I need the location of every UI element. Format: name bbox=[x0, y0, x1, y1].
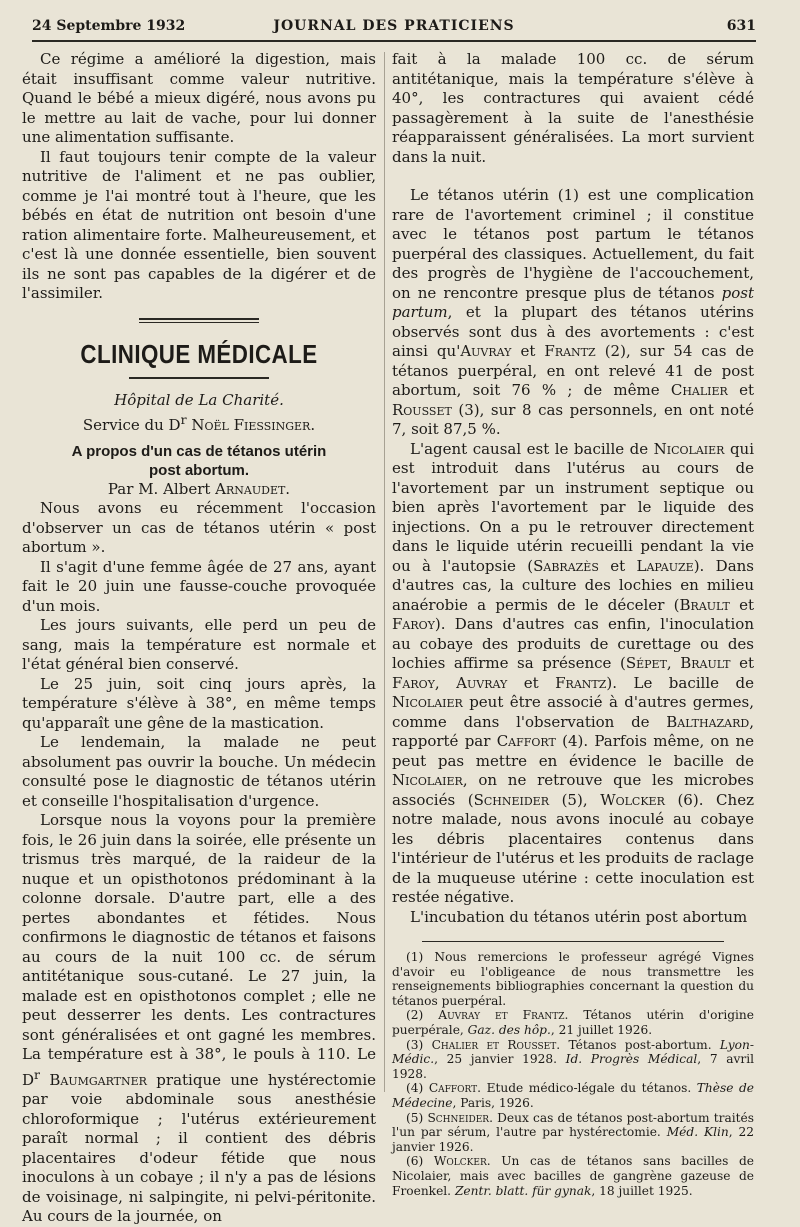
footnote: (4) Caffort. Etude médico-légale du tétanos. Thèse de Médecine, Paris, 1926. bbox=[392, 1081, 754, 1110]
footnote: (6) Wolcker. Un cas de tétanos sans bacilles de Nicolaier, mais avec bacilles de gangrène gazeuse de Froenkel. Zentr. blatt. für gynak, 18 juillet 1925. bbox=[392, 1154, 754, 1198]
paragraph: Lorsque nous la voyons pour la première fois, le 26 juin dans la soirée, elle présente un trismus très marqué, de la raideur de la nuque et un opisthotonos prédominant à la colonne dorsale. D'autre part, elle a des pertes abondantes et fétides. Nous confirmons le diagnostic de tétanos et faisons au cours de la nuit 100 cc. de sérum antitétanique sous-cutané. Le 27 juin, la malade est en opisthotonos complet ; elle ne peut desserrer les dents. Les contractures sont généralisées et ont gagné les membres. La température est à 38°, le pouls à 110. Le $D^r$ Baumgartner pratique une hystérectomie par voie abdominale sous anesthésie chloroformique ; l'utérus extérieurement paraît normal ; il contient des débris placentaires d'odeur fétide que nous inoculons à un cobaye ; il n'y a pas de lésions de voisinage, ni salpingite, ni pelvi-péritonite. Au cours de la journée, on bbox=[22, 811, 376, 1225]
page-header bbox=[32, 14, 756, 42]
paragraph: Les jours suivants, elle perd un peu de sang, mais la température est normale et l'état général bien conservé. bbox=[22, 616, 376, 673]
footnote: (3) Chalier et Rousset. Tétanos post-abortum. Lyon-Médic., 25 janvier 1928. Id. Progrès Médical, 7 avril 1928. bbox=[392, 1037, 754, 1081]
paragraph: L'agent causal est le bacille de Nicolaier qui est introduit dans l'utérus au cours de l'avortement par un instrument septique ou bien après l'avortement par le liquide des injections. On a pu le retrouver directement dans le liquide utérin recueilli pendant la vie ou à l'autopsie (Sabrazès et Lapauze). Dans d'autres cas, la culture des lochies en milieu anaérobie a permis de le déceler (Brault et Faroy). Dans d'autres cas enfin, l'inoculation au cobaye des produits de curettage ou des lochies affirme sa présence (Sépet, Brault et Faroy, Auvray et Frantz). Le bacille de Nicolaier peut être associé à d'autres germes, comme dans l'observation de Balthazard, rapporté par Caffort (4). Parfois même, on ne peut pas mettre en évidence le bacille de Nicolaier, on ne retrouve que les microbes associés (Schneider (5), Wolcker (6). Chez notre malade, nous avons inoculé au cobaye les débris placentaires contenus dans l'intérieur de l'utérus et les produits de raclage de la muqueuse utérine : cette inoculation est restée négative. bbox=[392, 439, 754, 906]
paragraph: fait à la malade 100 cc. de sérum antitétanique, mais la température s'élève à 40°, les contractures qui avaient cédé passagèrement à la suite de l'anesthésie réapparaissent généralisées. La mort survient dans la nuit. bbox=[392, 50, 754, 166]
paragraph: Le lendemain, la malade ne peut absolument pas ouvrir la bouche. Un médecin consulté pose le diagnostic de tétanos utérin et conseille l'hospitalisation d'urgence. bbox=[22, 733, 376, 810]
service-line: Service du $D^r$ Noël Fiessinger. bbox=[82, 412, 316, 434]
journal-title: JOURNAL DES PRATICIENS bbox=[273, 18, 515, 34]
hospital-name: Hôpital de La Charité. bbox=[114, 390, 284, 409]
footnote: (2) Auvray et Frantz. Tétanos utérin d'origine puerpérale, Gaz. des hôp., 21 juillet 1926. bbox=[392, 1008, 754, 1037]
paragraph: L'incubation du tétanos utérin post abortum bbox=[410, 907, 748, 926]
article-author: Par M. Albert Arnaudet. bbox=[107, 479, 291, 498]
article-title-line-1: A propos d'un cas de tétanos utérin bbox=[71, 442, 327, 460]
service-chief: Noël Fiessinger. bbox=[191, 416, 316, 434]
footnotes-list bbox=[392, 950, 754, 1198]
right-column bbox=[392, 50, 754, 1198]
footnotes bbox=[422, 941, 724, 950]
paragraph: Ce régime a amélioré la digestion, mais était insuffisant comme valeur nutritive. Quand le bébé a mieux digéré, nous avons pu le mettre au lait de vache, pour lui donner une alimentation suffisante. bbox=[22, 50, 376, 146]
paragraph: Il s'agit d'une femme âgée de 27 ans, ayant fait le 20 juin une fausse-couche provoquée d'un mois. bbox=[22, 557, 376, 615]
footnote: (5) Schneider. Deux cas de tétanos post-abortum traités l'un par sérum, l'autre par hystérectomie. Méd. Klin, 22 janvier 1926. bbox=[392, 1110, 754, 1154]
column-divider bbox=[384, 52, 385, 1092]
section-rule-top bbox=[139, 318, 259, 323]
paragraph: Le 25 juin, soit cinq jours après, la température s'élève à 38°, en même temps qu'apparaît une gêne de la mastication. bbox=[22, 674, 376, 732]
left-column bbox=[22, 50, 376, 1225]
section-rule-bottom bbox=[129, 377, 269, 379]
section-title: CLINIQUE MÉDICALE bbox=[80, 338, 318, 369]
article-title-line-2: post abortum. bbox=[149, 461, 249, 479]
issue-date: 24 Septembre 1932 bbox=[32, 18, 186, 34]
page-number: 631 bbox=[726, 18, 756, 34]
paragraph: Nous avons eu récemment l'occasion d'observer un cas de tétanos utérin « post abortum ». bbox=[22, 499, 376, 556]
footnote: (1) Nous remercions le professeur agrégé Vignes d'avoir eu l'obligeance de nous transmettre les renseignements bibliographies concernant la question du tétanos puerpéral. bbox=[392, 950, 754, 1008]
paragraph: Le tétanos utérin (1) est une complication rare de l'avortement criminel ; il constitue avec le tétanos post partum le tétanos puerpéral des classiques. Actuellement, du fait des progrès de l'hygiène de l'accouchement, on ne rencontre presque plus de tétanos post partum, et la plupart des tétanos utérins observés sont dus à des avortements : c'est ainsi qu'Auvray et Frantz (2), sur 54 cas de tétanos puerpéral, en ont relevé 41 de post abortum, soit 76 % ; de même Chalier et Rousset (3), sur 8 cas personnels, en ont noté 7, soit 87,5 %. bbox=[392, 186, 754, 438]
paragraph: Il faut toujours tenir compte de la valeur nutritive de l'aliment et ne pas oublier, comme je l'ai montré tout à l'heure, que les bébés en état de nutrition ont besoin d'une ration alimentaire forte. Malheureusement, et c'est là une donnée essentielle, bien souvent ils ne sont pas capables de la digérer et de l'assimiler. bbox=[22, 147, 376, 302]
